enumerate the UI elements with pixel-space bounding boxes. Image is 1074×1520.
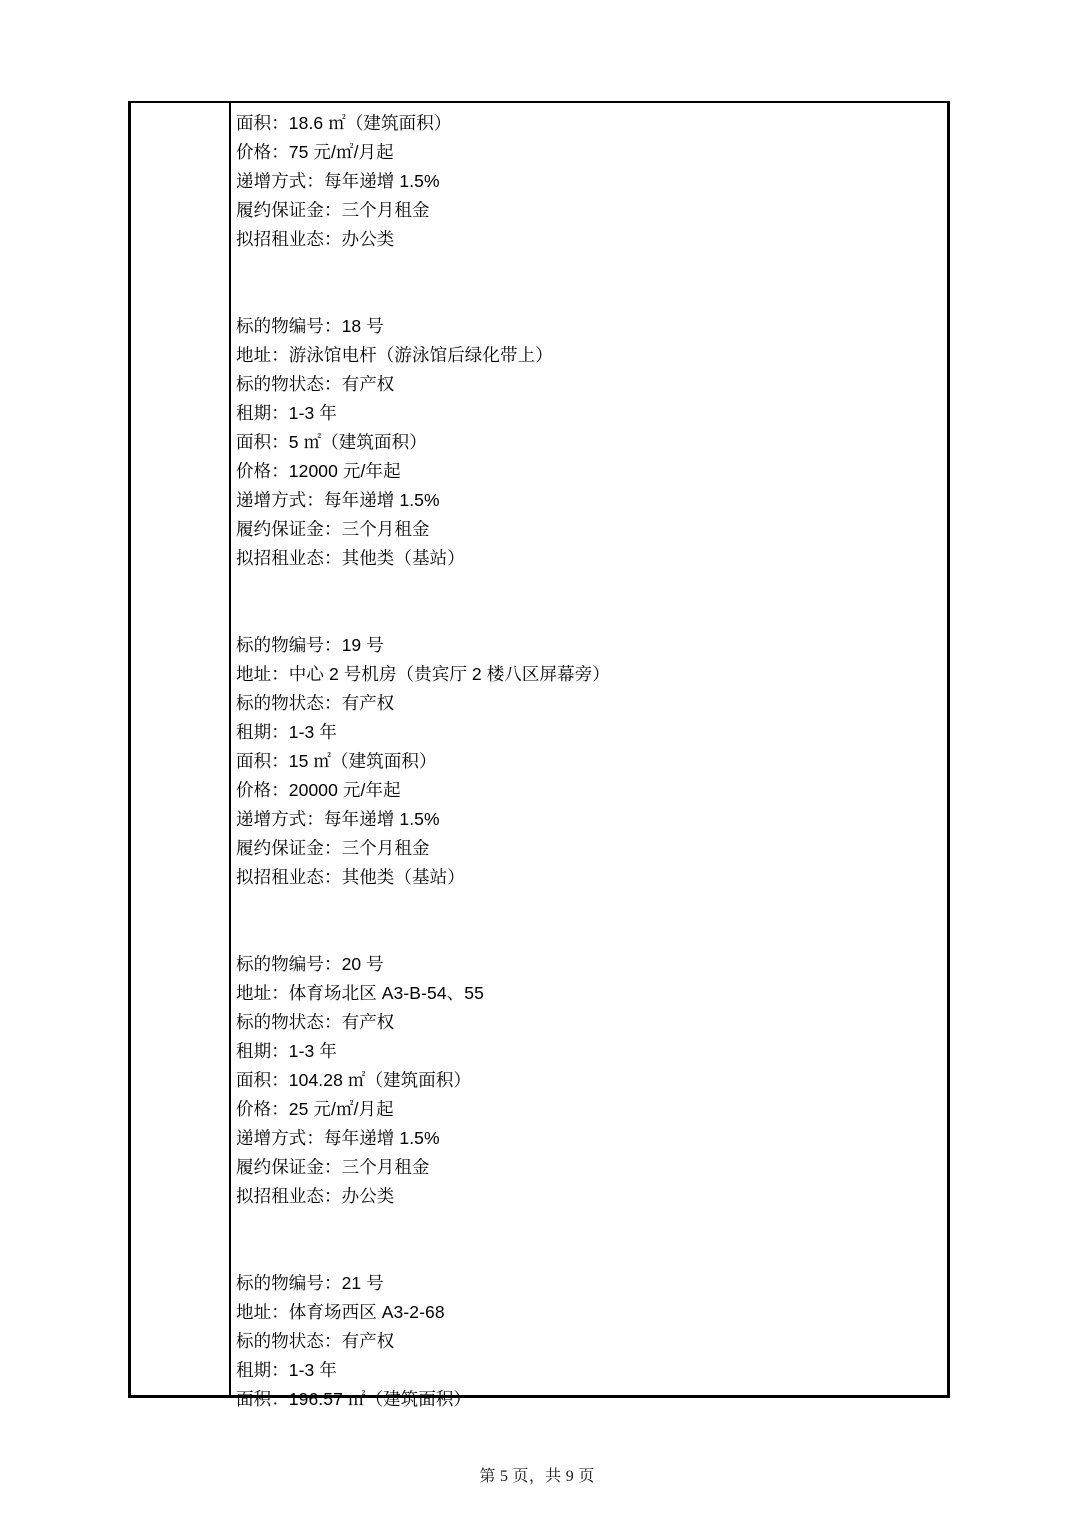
- lot-term: 租期：1-3 年: [236, 722, 337, 742]
- lot-increment: 递增方式：每年递增 1.5%: [236, 490, 440, 510]
- lot-price: 价格：20000 元/年起: [236, 780, 401, 800]
- lot-term: 租期：1-3 年: [236, 1360, 337, 1380]
- lot-area: 面积：15 ㎡（建筑面积）: [236, 751, 437, 771]
- lot-number: 标的物编号：19 号: [236, 635, 384, 655]
- lot-term: 租期：1-3 年: [236, 1041, 337, 1061]
- lot-increment: 递增方式：每年递增 1.5%: [236, 1128, 440, 1148]
- lot-area: 面积：196.57 ㎡（建筑面积）: [236, 1389, 472, 1409]
- lot-price: 价格：25 元/㎡/月起: [236, 1099, 394, 1119]
- lot-entry-21: [236, 1269, 947, 1414]
- lot-status: 标的物状态：有产权: [236, 693, 395, 713]
- lot-number: 标的物编号：20 号: [236, 954, 384, 974]
- lot-area: 面积：18.6 ㎡（建筑面积）: [236, 113, 452, 133]
- lot-area: 面积：5 ㎡（建筑面积）: [236, 432, 427, 452]
- lot-increment: 递增方式：每年递增 1.5%: [236, 809, 440, 829]
- lot-entry-20: [236, 950, 947, 1211]
- lot-increment: 递增方式：每年递增 1.5%: [236, 171, 440, 191]
- lot-price: 价格：12000 元/年起: [236, 461, 401, 481]
- table-cell-lot-details: [231, 103, 947, 1409]
- lot-business-type: 拟招租业态：办公类: [236, 229, 395, 249]
- lot-separator: [236, 892, 947, 950]
- lot-address: 地址：中心 2 号机房（贵宾厅 2 楼八区屏幕旁）: [236, 664, 610, 684]
- lot-status: 标的物状态：有产权: [236, 374, 395, 394]
- lot-business-type: 拟招租业态：其他类（基站）: [236, 548, 465, 568]
- lot-address: 地址：体育场北区 A3-B-54、55: [236, 983, 484, 1003]
- lot-deposit: 履约保证金：三个月租金: [236, 838, 430, 858]
- lot-deposit: 履约保证金：三个月租金: [236, 200, 430, 220]
- table-cell-left-empty: [131, 103, 231, 1395]
- lot-business-type: 拟招租业态：其他类（基站）: [236, 867, 465, 887]
- lot-listing-table: [128, 101, 950, 1409]
- lot-status: 标的物状态：有产权: [236, 1012, 395, 1032]
- lot-separator: [236, 1211, 947, 1269]
- lot-entry-19: [236, 631, 947, 892]
- lot-number: 标的物编号：21 号: [236, 1273, 384, 1293]
- lot-business-type: 拟招租业态：办公类: [236, 1186, 395, 1206]
- page-number-footer: 第 5 页，共 9 页: [479, 1468, 595, 1485]
- lot-term: 租期：1-3 年: [236, 403, 337, 423]
- lot-price: 价格：75 元/㎡/月起: [236, 142, 394, 162]
- lot-deposit: 履约保证金：三个月租金: [236, 519, 430, 539]
- lot-status: 标的物状态：有产权: [236, 1331, 395, 1351]
- lot-number: 标的物编号：18 号: [236, 316, 384, 336]
- lot-address: 地址：游泳馆电杆（游泳馆后绿化带上）: [236, 345, 553, 365]
- lot-separator: [236, 573, 947, 631]
- lot-area: 面积：104.28 ㎡（建筑面积）: [236, 1070, 472, 1090]
- lot-deposit: 履约保证金：三个月租金: [236, 1157, 430, 1177]
- lot-separator: [236, 254, 947, 312]
- lot-entry-18: [236, 312, 947, 573]
- lot-address: 地址：体育场西区 A3-2-68: [236, 1302, 445, 1322]
- lot-entry-continued: [236, 109, 947, 254]
